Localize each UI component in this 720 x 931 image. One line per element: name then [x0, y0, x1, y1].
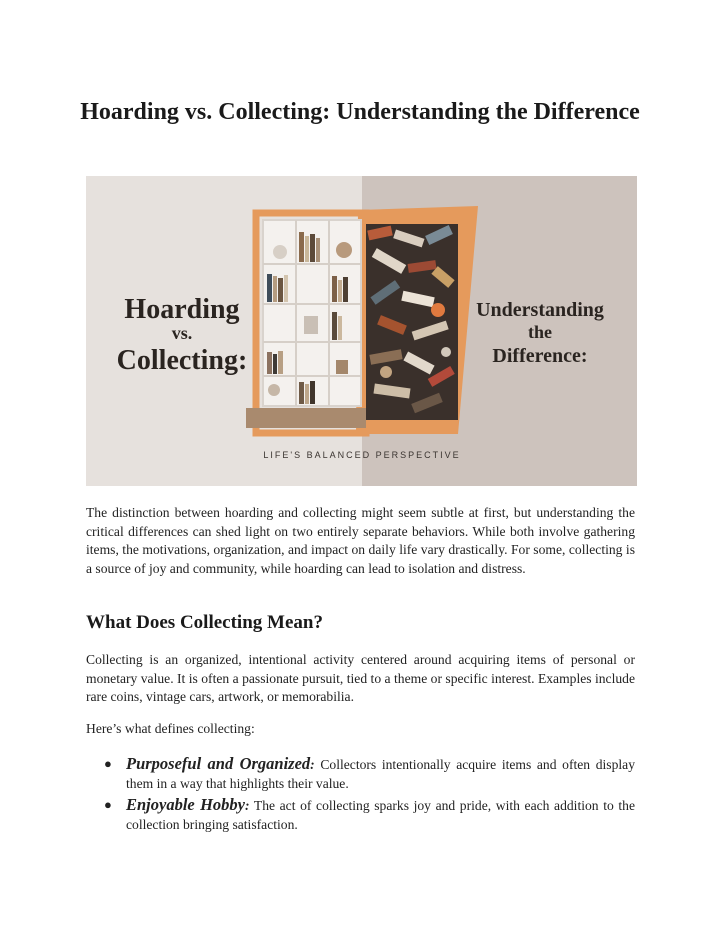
hero-image [86, 176, 637, 486]
bullet-list [86, 755, 635, 837]
section-paragraph: Collecting is an organized, intentional activity centered around acquiring items of personal or monetary value. It is often a passionate pursuit, tied to a theme or specific interest. Examples include rare coins, vintage cars, artwork, or memorabilia. [86, 652, 635, 705]
bookshelf-illustration [246, 220, 366, 428]
hero-right-line2: the [528, 322, 552, 342]
bullet-dot: ● [104, 756, 112, 771]
page-title: Hoarding vs. Collecting: Understanding the Difference [80, 99, 640, 125]
hero-right-line1: Understanding [476, 299, 604, 321]
bullet-text: Collectors intentionally acquire items and often display them in a way that highlights their value. [126, 757, 635, 791]
hero-left-line3: Collecting: [116, 345, 248, 376]
list-item: ● Purposeful and Organized: Collectors intentionally acquire items and often display them in a way that highlights their value. [104, 754, 635, 791]
section-lead: Here’s what defines collecting: [86, 721, 255, 736]
bullet-term: Enjoyable Hobby [126, 795, 245, 815]
list-item: ● Enjoyable Hobby: The act of collecting sparks joy and pride, with each addition to the collection bringing satisfaction. [104, 795, 635, 832]
bullet-term: Purposeful and Organized [126, 754, 311, 773]
intro-paragraph: The distinction between hoarding and collecting might seem subtle at first, but understanding the critical differences can shed light on two entirely separate behaviors. While both involve gathering items, the motivations, organization, and impact on daily life vary drastically. For some, collecting is a source of joy and community, while hoarding can lead to isolation and distress. [86, 505, 635, 576]
hero-left-line2: vs. [171, 323, 193, 343]
section-heading: What Does Collecting Mean? [86, 612, 323, 633]
hero-caption: LIFE'S BALANCED PERSPECTIVE [263, 450, 461, 460]
bullet-dot: ● [104, 797, 112, 813]
bullet-text: The act of collecting sparks joy and pride, with each addition to the collection bringing satisfaction. [126, 798, 635, 832]
clutter-illustration [366, 224, 458, 420]
hero-right-line3: Difference: [492, 345, 588, 367]
hero-left-line1: Hoarding [124, 294, 240, 325]
